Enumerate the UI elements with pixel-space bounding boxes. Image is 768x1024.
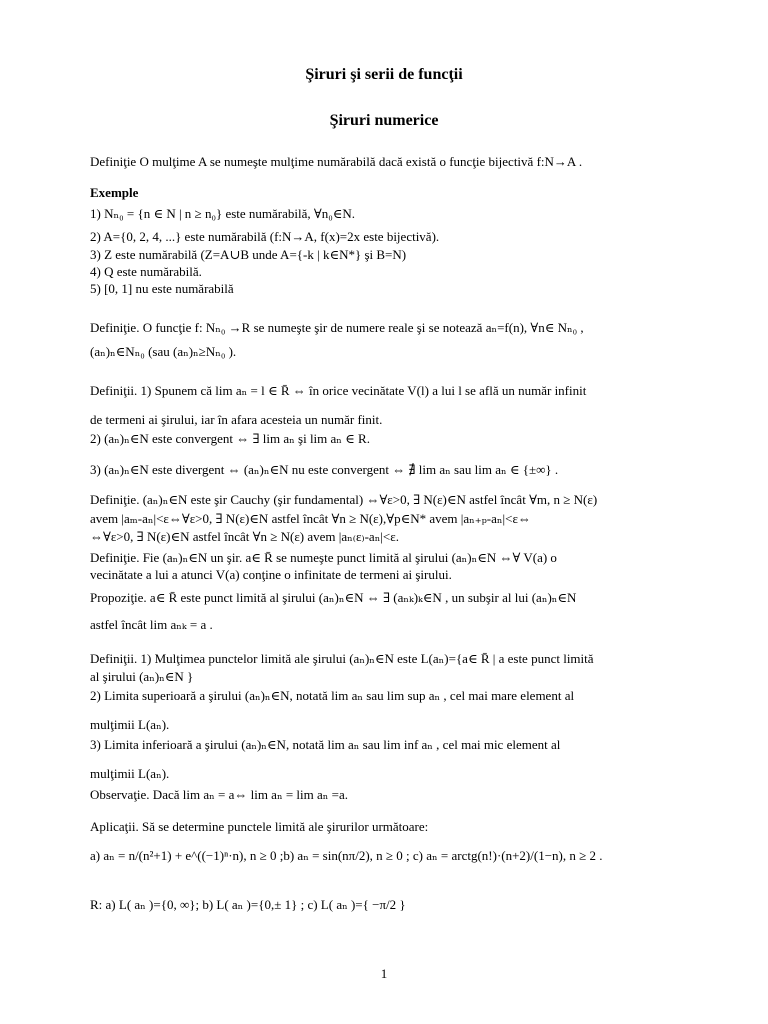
definition-line: vecinătate a lui a atunci V(a) conţine o infinitate de termeni ai şirului. xyxy=(90,567,452,582)
definition-line: ⇔∀ε>0, ∃ N(ε)∈N astfel încât ∀n ≥ N(ε) avem |aₙ₍ε₎-aₙ|<ε. xyxy=(90,529,399,544)
page-number: 1 xyxy=(380,966,388,981)
definition-line: avem |aₘ-aₙ|<ε⇔∀ε>0, ∃ N(ε)∈N astfel încât ∀n ≥ N(ε),∀p∈N* avem |aₙ₊ₚ-aₙ|<ε⇔ xyxy=(90,511,531,526)
definition-line: 2) Limita superioară a şirului (aₙ)ₙ∈N, notată lim aₙ sau lim sup aₙ , cel mai mare element al xyxy=(90,688,575,703)
proposition-line: Propoziţie. a∈ R̄ este punct limită al şirului (aₙ)ₙ∈N ⇔ ∃ (aₙₖ)ₖ∈N , un subşir al lui (aₙ)ₙ∈N xyxy=(90,590,577,605)
definition-line: Definiţii. 1) Mulţimea punctelor limită ale şirului (aₙ)ₙ∈N este L(aₙ)={a∈ R̄ | a este punct limită xyxy=(90,651,594,666)
definition-line: mulţimii L(aₙ). xyxy=(90,717,170,732)
definition-line: 2) (aₙ)ₙ∈N este convergent ⇔ ∃ lim aₙ şi lim aₙ ∈ R. xyxy=(90,431,370,446)
definition-line: Definiţie O mulţime A se numeşte mulţime numărabilă dacă există o funcţie bijectivă f:N→A . xyxy=(90,154,583,169)
example-line: 5) [0, 1] nu este numărabilă xyxy=(90,281,234,296)
definition-line: Definiţii. 1) Spunem că lim aₙ = l ∈ R̄ ⇔ în orice vecinătate V(l) a lui l se află un număr infinit xyxy=(90,383,587,398)
example-line: 3) Z este numărabilă (Z=A∪B unde A={-k | k∈N*} şi B=N) xyxy=(90,247,407,262)
example-line: 4) Q este numărabilă. xyxy=(90,264,202,279)
proposition-line: astfel încât lim aₙₖ = a . xyxy=(90,617,213,632)
definition-line: Definiţie. Fie (aₙ)ₙ∈N un şir. a∈ R̄ se numeşte punct limită al şirului (aₙ)ₙ∈N ⇔∀ V(a) o xyxy=(90,550,557,565)
definition-line: (aₙ)ₙ∈Nₙ₀ (sau (aₙ)ₙ≥Nₙ₀ ). xyxy=(90,344,237,359)
definition-line: al şirului (aₙ)ₙ∈N } xyxy=(90,669,194,684)
example-line: 2) A={0, 2, 4, ...} este numărabilă (f:N→A, f(x)=2x este bijectivă). xyxy=(90,229,440,244)
example-line: 1) Nₙ₀ = {n ∈ N | n ≥ n₀} este numărabilă, ∀n₀∈N. xyxy=(90,206,356,221)
applications-line: Aplicaţii. Să se determine punctele limită ale şirurilor următoare: xyxy=(90,819,429,834)
formula-line: a) aₙ = n/(n²+1) + e^((−1)ⁿ·n), n ≥ 0 ;b) aₙ = sin(nπ/2), n ≥ 0 ; c) aₙ = arctg(n!)·(n+2)/(1−n), n ≥ 2 . xyxy=(90,848,603,863)
document-title: Şiruri şi serii de funcţii xyxy=(305,66,463,83)
definition-line: Definiţie. (aₙ)ₙ∈N este şir Cauchy (şir fundamental) ⇔∀ε>0, ∃ N(ε)∈N astfel încât ∀m, n ≥ N(ε) xyxy=(90,492,598,507)
observation-line: Observaţie. Dacă lim aₙ = a⇔ lim aₙ = lim aₙ =a. xyxy=(90,787,348,802)
section-title: Şiruri numerice xyxy=(329,112,439,129)
definition-line: Definiţie. O funcţie f: Nₙ₀ →R se numeşte şir de numere reale şi se notează aₙ=f(n), ∀n∈ Nₙ₀ , xyxy=(90,320,584,335)
answer-line: R: a) L( aₙ )={0, ∞}; b) L( aₙ )={0,± 1} ; c) L( aₙ )={ −π/2 } xyxy=(90,897,406,912)
definition-line: mulţimii L(aₙ). xyxy=(90,766,170,781)
definition-line: de termeni ai şirului, iar în afara acesteia un număr finit. xyxy=(90,412,383,427)
definition-line: 3) Limita inferioară a şirului (aₙ)ₙ∈N, notată lim aₙ sau lim inf aₙ , cel mai mic element al xyxy=(90,737,561,752)
definition-line: 3) (aₙ)ₙ∈N este divergent ⇔ (aₙ)ₙ∈N nu este convergent ⇔ ∄ lim aₙ sau lim aₙ ∈ {±∞} . xyxy=(90,462,559,477)
examples-heading: Exemple xyxy=(90,185,139,200)
